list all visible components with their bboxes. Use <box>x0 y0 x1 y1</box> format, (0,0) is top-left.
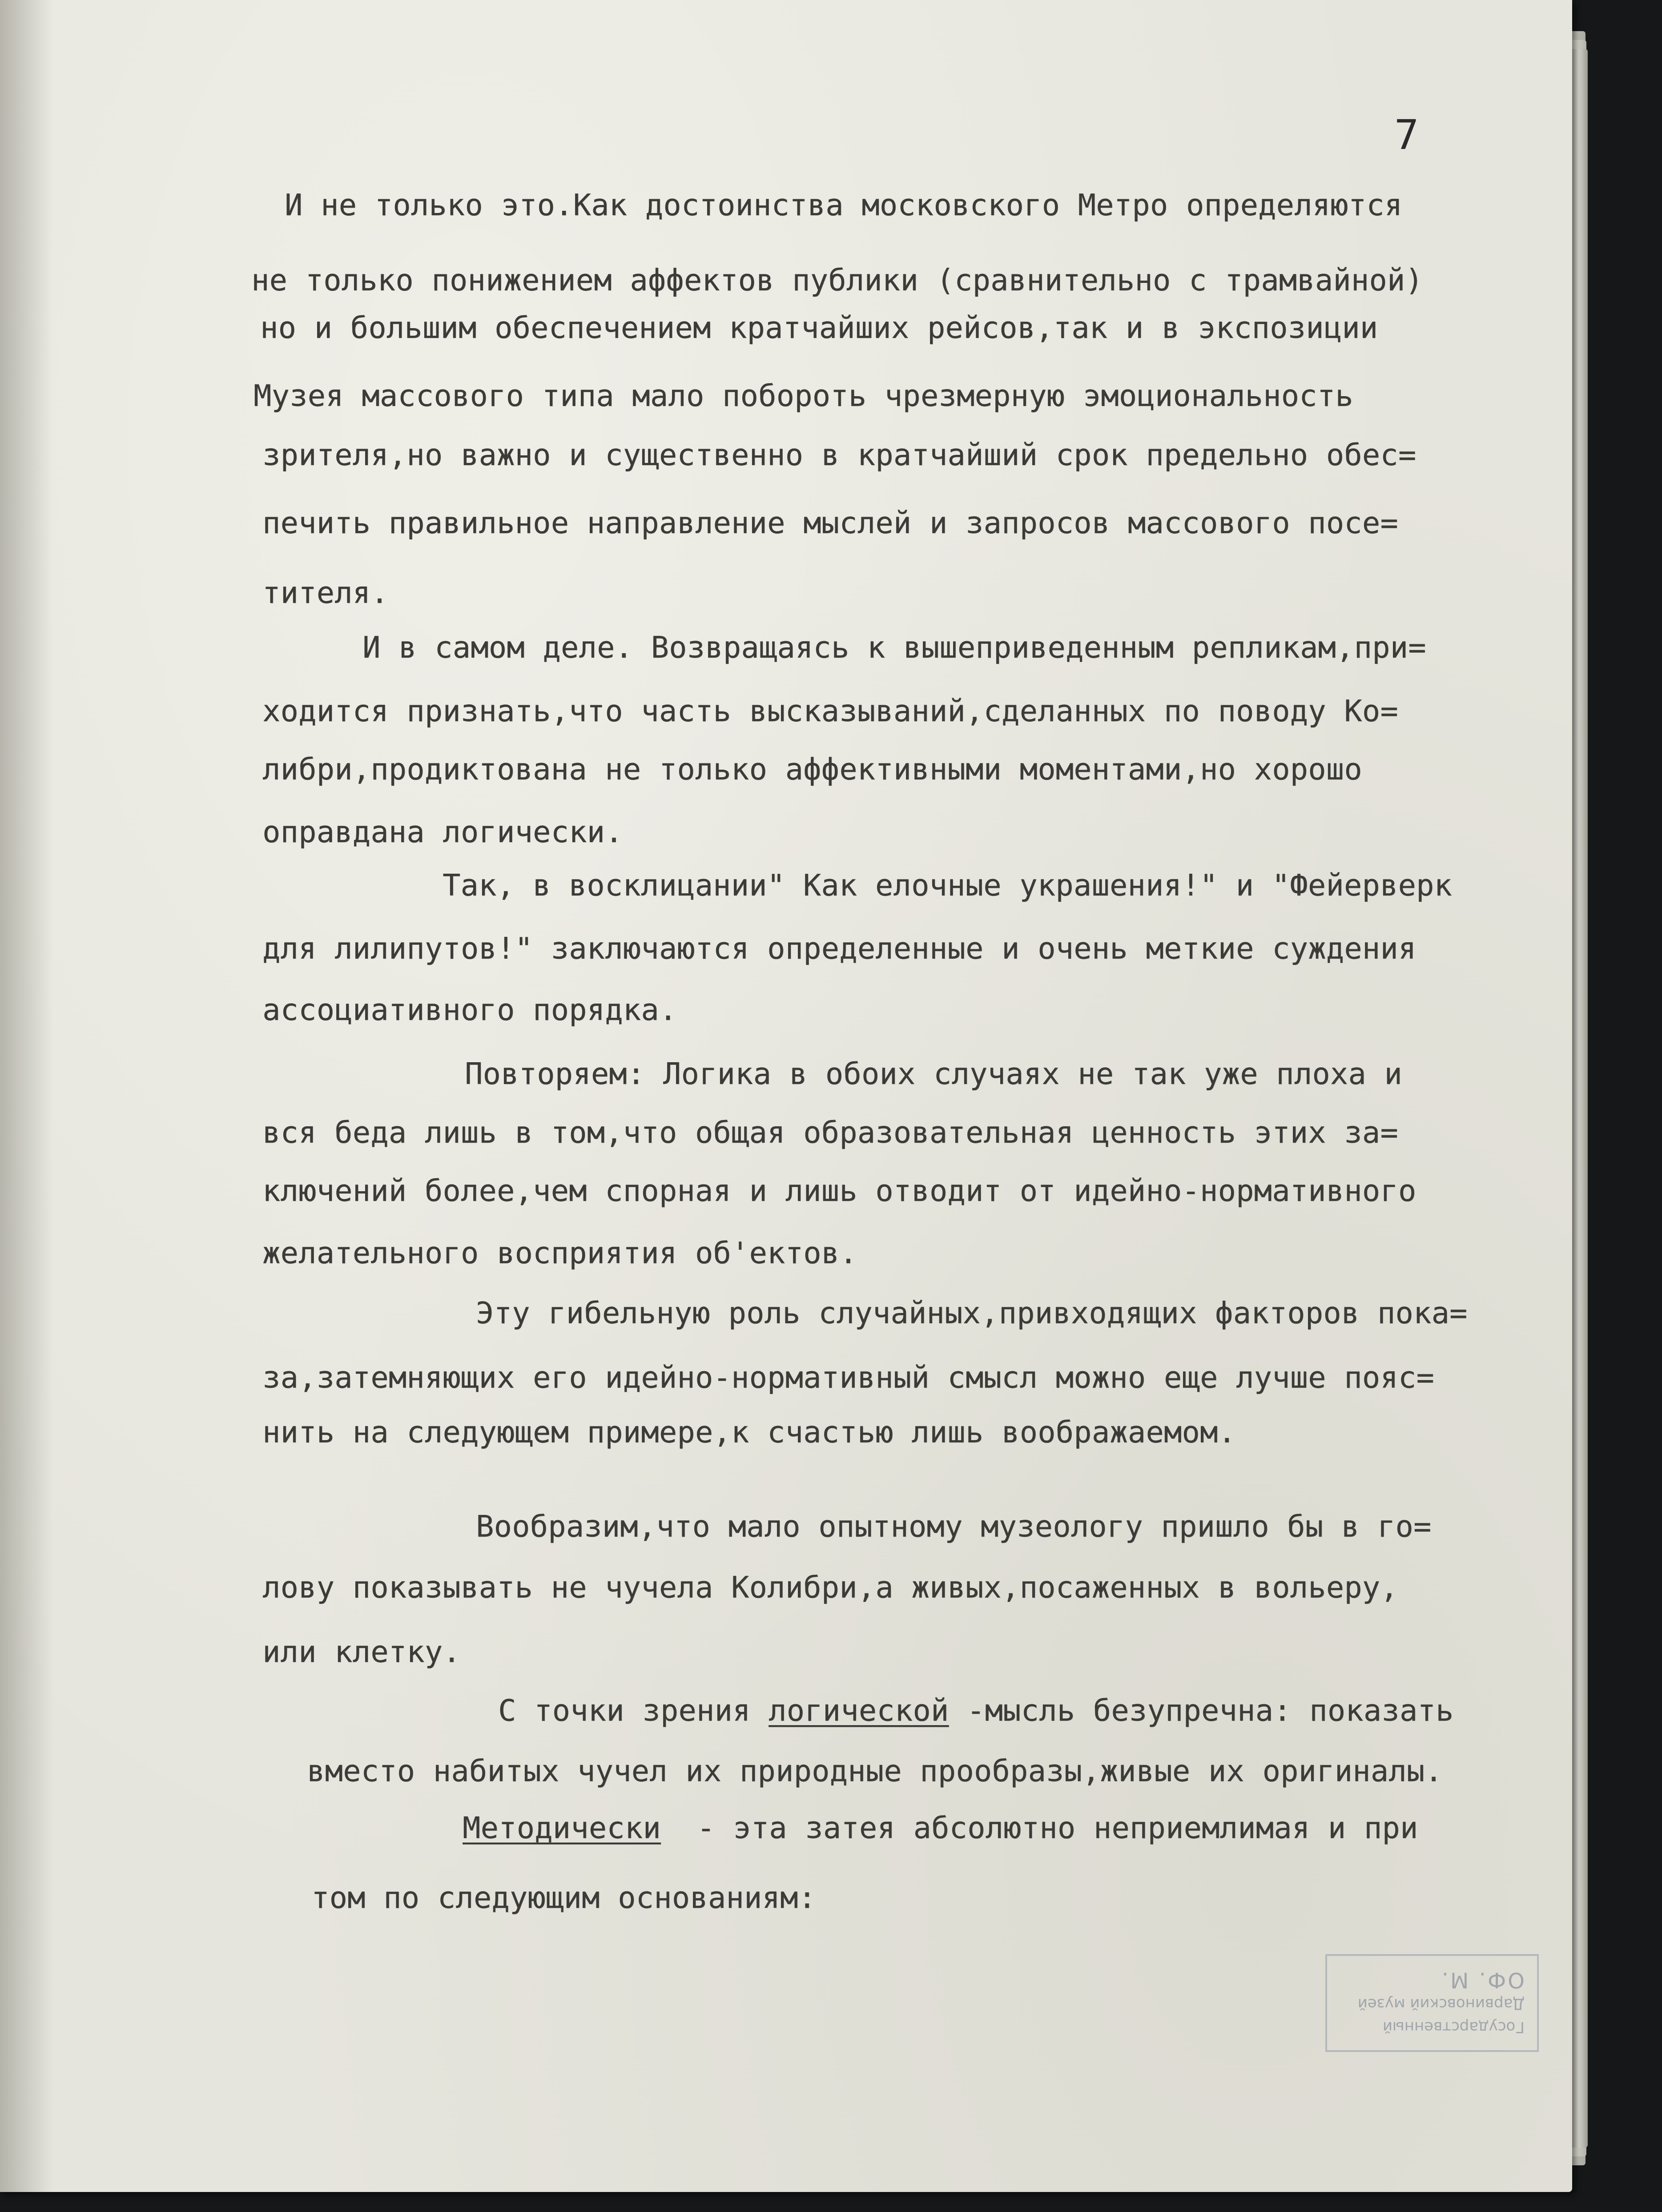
text-line: оправдана логически. <box>262 815 623 849</box>
text-line: но и большим обеспечением кратчайших рейсов,так и в экспозиции <box>260 310 1378 345</box>
text-line: вместо набитых чучел их природные прообразы,живые их оригиналы. <box>307 1754 1443 1788</box>
text-line <box>498 1693 1454 1728</box>
page-number: 7 <box>1394 111 1419 159</box>
text-line: Повторяем: Логика в обоих случаях не так уже плоха и <box>465 1056 1402 1091</box>
text-fragment: С точки зрения <box>498 1693 769 1728</box>
text-line: зрителя,но важно и существенно в кратчайший срок предельно обес= <box>262 438 1417 472</box>
text-line <box>463 1813 1418 1843</box>
text-line: ходится признать,что часть высказываний,сделанных по поводу Ко= <box>262 694 1398 728</box>
text-line: лову показывать не чучела Колибри,а живых,посаженных в вольеру, <box>262 1570 1398 1605</box>
text-fragment: - эта затея абсолютно неприемлимая и при <box>660 1811 1418 1845</box>
text-line: Эту гибельную роль случайных,привходящих факторов пока= <box>476 1296 1468 1330</box>
text-fragment: -мысль безупречна: показать <box>949 1693 1454 1728</box>
text-line: Музея массового типа мало побороть чрезмерную эмоциональность <box>254 378 1353 413</box>
text-line: Вообразим,что мало опытному музеологу пришло бы в го= <box>476 1509 1432 1544</box>
binding-shadow <box>0 0 53 2192</box>
text-line: Так, в восклицании" Как елочные украшения!" и "Фейерверк <box>443 868 1453 903</box>
underlined-word: логической <box>769 1693 949 1728</box>
stamp-text: Государственный <box>1382 2018 1525 2036</box>
text-line: том по следующим основаниям: <box>311 1880 817 1915</box>
text-line: нить на следующем примере,к счастью лишь воображаемом. <box>262 1415 1236 1449</box>
text-line: ассоциативного порядка. <box>262 992 677 1027</box>
museum-stamp <box>1325 1954 1539 2052</box>
text-line: не только понижением аффектов публики (сравнительно с трамвайной) <box>251 263 1423 297</box>
text-line: тителя. <box>262 575 389 610</box>
text-line: И не только это.Как достоинства московского Метро определяются <box>285 188 1403 222</box>
stamp-text: Дарвиновский музей <box>1357 1995 1525 2013</box>
text-line: желательного восприятия об'ектов. <box>262 1236 857 1270</box>
text-line: И в самом деле. Возвращаясь к вышеприведенным репликам,при= <box>362 630 1426 665</box>
text-line: вся беда лишь в том,что общая образовательная ценность этих за= <box>262 1115 1398 1150</box>
underlined-word: Методически <box>463 1811 661 1845</box>
text-line: за,затемняющих его идейно-нормативный смысл можно еще лучше пояс= <box>262 1360 1434 1395</box>
text-line: печить правильное направление мыслей и запросов массового посе= <box>262 506 1398 540</box>
text-line: или клетку. <box>262 1634 461 1669</box>
text-line: либри,продиктована не только аффективными моментами,но хорошо <box>262 752 1362 787</box>
text-line: ключений более,чем спорная и лишь отводит от идейно-нормативного <box>262 1173 1417 1208</box>
stamp-code: ОФ. М. <box>1440 1967 1525 1992</box>
text-line: для лилипутов!" заключаются определенные и очень меткие суждения <box>262 931 1417 966</box>
